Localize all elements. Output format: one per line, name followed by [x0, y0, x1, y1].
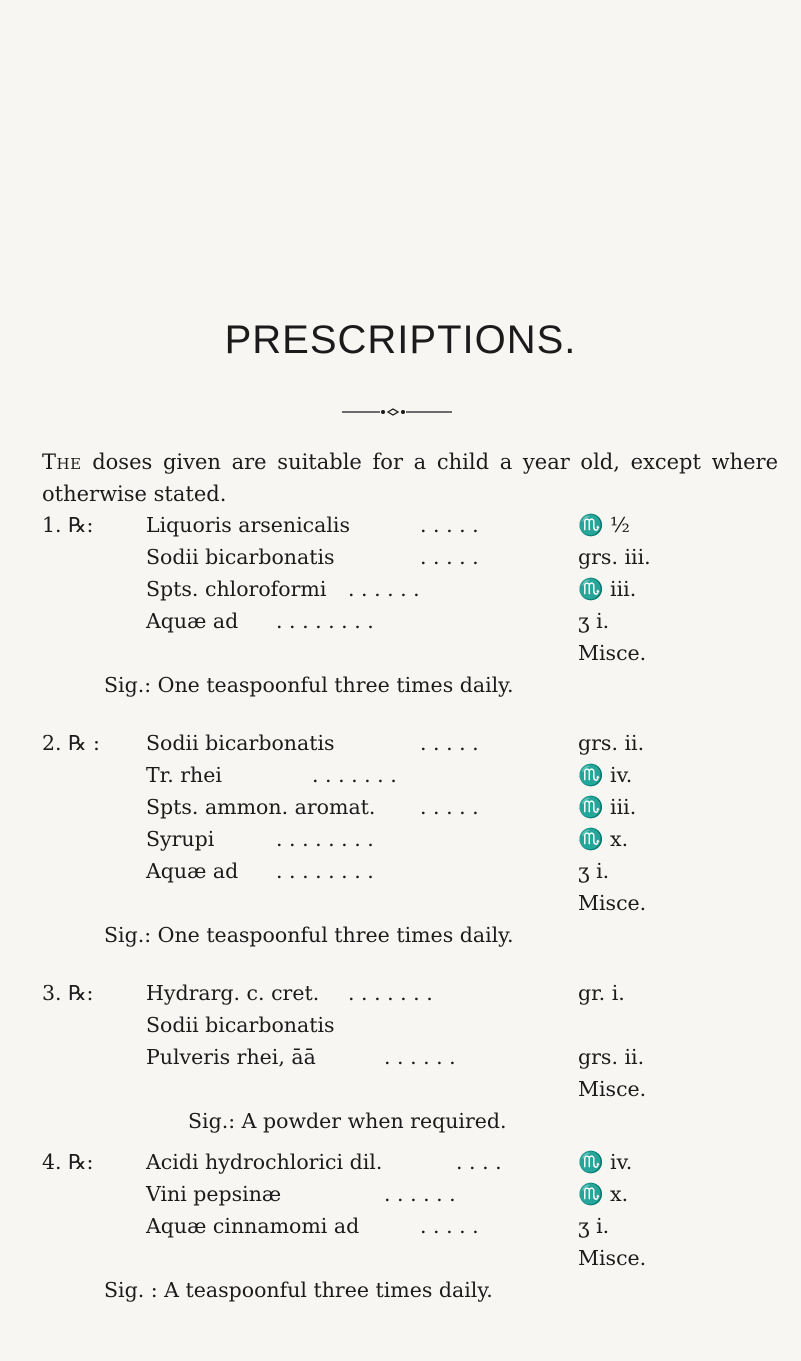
ingredient-name: Spts. chloroformi: [146, 577, 327, 601]
ingredient-quantity: ʒ i.: [578, 1214, 610, 1238]
ingredient-quantity: ♏ iii.: [578, 795, 637, 819]
misce-label: Misce.: [578, 1077, 647, 1101]
page-title: PRESCRIPTIONS.: [224, 318, 577, 362]
ingredient-name: Sodii bicarbonatis: [146, 1013, 335, 1037]
misce-label: Misce.: [578, 641, 647, 665]
rx-line: [42, 1178, 762, 1210]
prescription-number: 1. ℞:: [42, 513, 94, 537]
rx-line: [42, 573, 762, 605]
ingredient-name: Aquæ ad: [146, 859, 239, 883]
ingredient-name: Liquoris arsenicalis: [146, 513, 350, 537]
prescription-4: [42, 1146, 762, 1306]
ingredient-name: Sodii bicarbonatis: [146, 731, 335, 755]
prescription-number: 3. ℞:: [42, 981, 94, 1005]
prescription-number: 2. ℞ :: [42, 731, 100, 755]
intro-lead: The: [42, 450, 82, 474]
rx-line: [42, 759, 762, 791]
leader-dots: . . . . . . . .: [276, 859, 374, 883]
leader-dots: . . . . . . .: [312, 763, 397, 787]
rx-line: [42, 1073, 762, 1105]
rx-line: [42, 1105, 762, 1137]
rx-line: [42, 887, 762, 919]
leader-dots: . . . . .: [420, 795, 479, 819]
rx-line: [42, 855, 762, 887]
ingredient-name: Pulveris rhei, āā: [146, 1045, 316, 1069]
leader-dots: . . . . .: [420, 731, 479, 755]
rx-line: [42, 1242, 762, 1274]
rx-line: [42, 1274, 762, 1306]
ingredient-name: Sodii bicarbonatis: [146, 545, 335, 569]
prescription-1: [42, 509, 762, 701]
ingredient-quantity: ♏ ½: [578, 513, 630, 537]
intro-text: doses given are suitable for a child a year old, except where otherwise stated.: [42, 450, 778, 506]
rx-line: [42, 1009, 762, 1041]
divider-ornament: [342, 408, 452, 416]
ingredient-name: Spts. ammon. aromat.: [146, 795, 376, 819]
leader-dots: . . . . . . . .: [276, 827, 374, 851]
prescription-3: [42, 977, 762, 1137]
ingredient-quantity: gr. i.: [578, 981, 625, 1005]
ingredient-quantity: grs. ii.: [578, 1045, 645, 1069]
ingredient-name: Syrupi: [146, 827, 215, 851]
ingredient-quantity: grs. ii.: [578, 731, 645, 755]
leader-dots: . . . .: [456, 1150, 502, 1174]
rx-line: [42, 919, 762, 951]
rx-line: [42, 727, 762, 759]
rx-line: [42, 541, 762, 573]
ingredient-quantity: ♏ x.: [578, 827, 629, 851]
ingredient-name: Aquæ cinnamomi ad: [146, 1214, 360, 1238]
rx-line: [42, 637, 762, 669]
ingredient-name: Aquæ ad: [146, 609, 239, 633]
rx-line: [42, 605, 762, 637]
leader-dots: . . . . .: [420, 513, 479, 537]
leader-dots: . . . . . . .: [348, 981, 433, 1005]
ingredient-quantity: ♏ x.: [578, 1182, 629, 1206]
ingredient-name: Hydrarg. c. cret.: [146, 981, 320, 1005]
rx-line: [42, 1041, 762, 1073]
ingredient-quantity: ♏ iii.: [578, 577, 637, 601]
rx-line: [42, 977, 762, 1009]
ingredient-quantity: ʒ i.: [578, 609, 610, 633]
misce-label: Misce.: [578, 891, 647, 915]
ingredient-quantity: ♏ iv.: [578, 763, 633, 787]
rx-line: [42, 1210, 762, 1242]
ingredient-name: Tr. rhei: [146, 763, 222, 787]
leader-dots: . . . . . .: [384, 1045, 456, 1069]
prescription-2: [42, 727, 762, 951]
rx-line: [42, 823, 762, 855]
rx-line: [42, 1146, 762, 1178]
signa-instructions: Sig. : A teaspoonful three times daily.: [104, 1278, 493, 1302]
leader-dots: . . . . . .: [384, 1182, 456, 1206]
ingredient-name: Vini pepsinæ: [146, 1182, 282, 1206]
rx-line: [42, 509, 762, 541]
signa-instructions: Sig.: One teaspoonful three times daily.: [104, 673, 514, 697]
prescription-number: 4. ℞:: [42, 1150, 94, 1174]
divider-ornament-icon: [342, 408, 452, 416]
signa-instructions: Sig.: A powder when required.: [188, 1109, 507, 1133]
rx-line: [42, 669, 762, 701]
rx-line: [42, 791, 762, 823]
intro-paragraph: [42, 446, 778, 510]
leader-dots: . . . . .: [420, 1214, 479, 1238]
leader-dots: . . . . . . . .: [276, 609, 374, 633]
leader-dots: . . . . . .: [348, 577, 420, 601]
ingredient-quantity: ♏ iv.: [578, 1150, 633, 1174]
ingredient-quantity: ʒ i.: [578, 859, 610, 883]
leader-dots: . . . . .: [420, 545, 479, 569]
ingredient-name: Acidi hydrochlorici dil.: [146, 1150, 383, 1174]
ingredient-quantity: grs. iii.: [578, 545, 651, 569]
misce-label: Misce.: [578, 1246, 647, 1270]
signa-instructions: Sig.: One teaspoonful three times daily.: [104, 923, 514, 947]
